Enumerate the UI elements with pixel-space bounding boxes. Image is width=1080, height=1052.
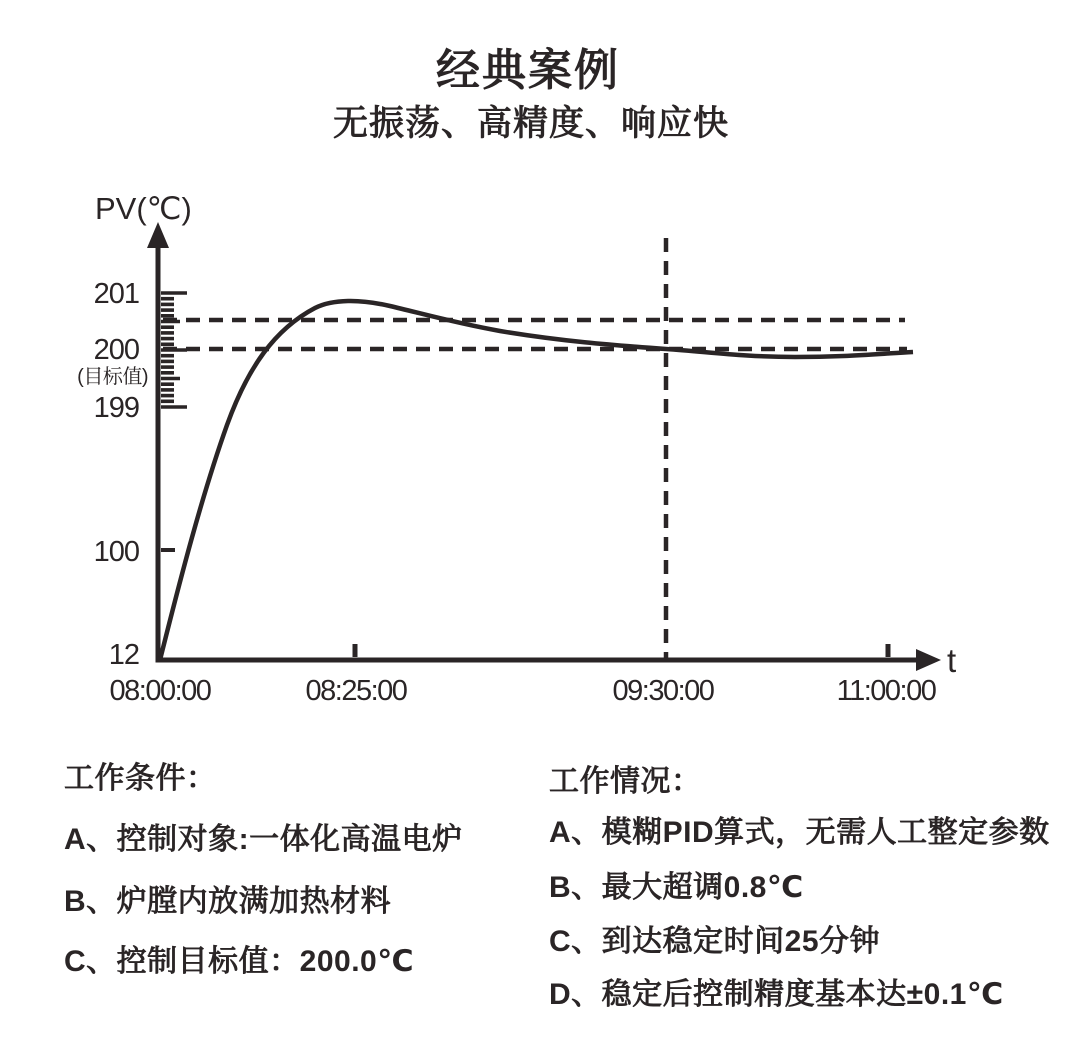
page-subtitle: 无振荡、高精度、响应快 (332, 104, 729, 143)
condition-item-c: C、控制目标值：200.0℃ (64, 945, 415, 978)
work-results-title: 工作情况： (549, 765, 702, 798)
x-axis-title: t (947, 642, 957, 679)
y-tick-label-12: 12 (108, 639, 139, 671)
result-item-d: D、稳定后控制精度基本达±0.1℃ (549, 978, 1004, 1011)
result-item-c: C、到达稳定时间25分钟 (549, 925, 881, 958)
y-axis-title: PV(℃) (95, 191, 192, 226)
x-axis-arrow-icon (916, 649, 941, 671)
condition-item-a: A、控制对象:一体化高温电炉 (64, 823, 463, 856)
result-item-a: A、模糊PID算式，无需人工整定参数 (549, 816, 1050, 849)
x-tick-label-110000: 11:00:00 (836, 675, 936, 707)
y-tick-label-200: 200 (93, 334, 139, 366)
x-tick-label-080000: 08:00:00 (109, 675, 211, 707)
target-value-note: (目标值) (77, 366, 148, 388)
y-tick-label-199: 199 (93, 392, 139, 424)
work-conditions-title: 工作条件： (64, 762, 217, 795)
page-title: 经典案例 (436, 46, 620, 95)
x-tick-label-082500: 08:25:00 (305, 675, 407, 707)
y-tick-label-100: 100 (93, 536, 139, 568)
pv-curve (160, 301, 913, 660)
y-tick-label-201: 201 (93, 278, 139, 310)
x-tick-label-093000: 09:30:00 (612, 675, 714, 707)
condition-item-b: B、炉膛内放满加热材料 (64, 885, 392, 918)
result-item-b: B、最大超调0.8℃ (549, 871, 804, 904)
